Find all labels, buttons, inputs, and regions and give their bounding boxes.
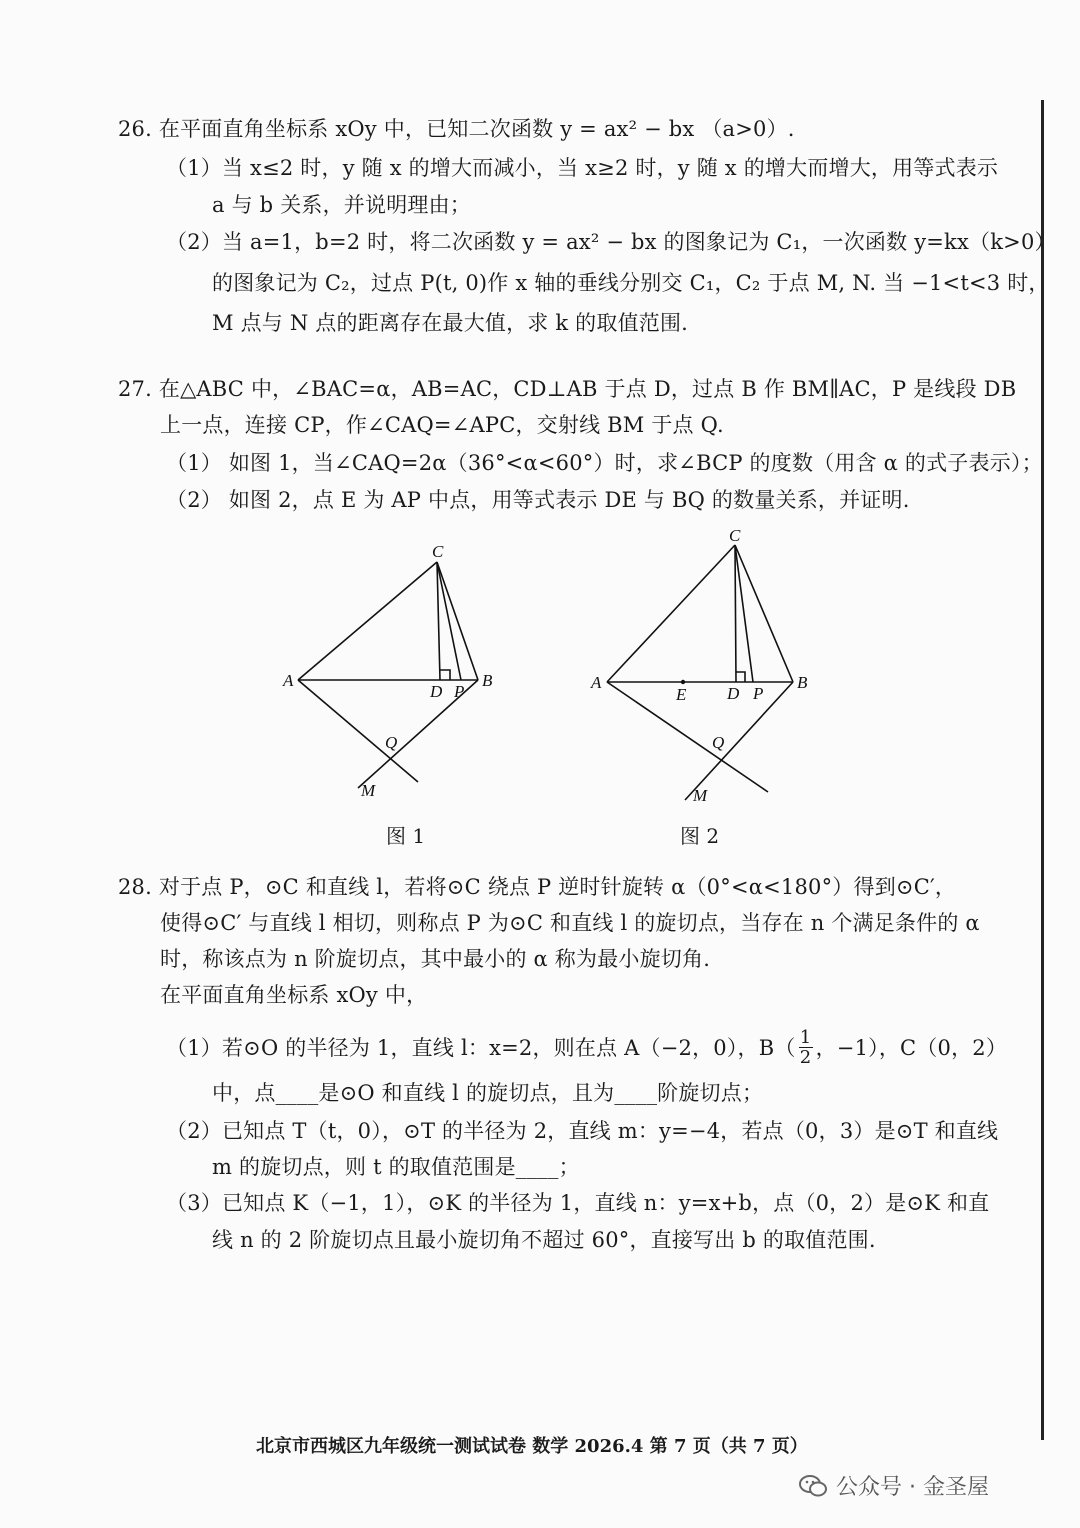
q27-stem-line1: 27. 在△ABC 中，∠BAC=α，AB=AC，CD⊥AB 于点 D，过点 B 作 BM∥AC，P 是线段 DB bbox=[118, 377, 1017, 401]
right-angle-mark bbox=[736, 672, 745, 682]
q28-part1-line1 bbox=[166, 1028, 1007, 1067]
label-d: D bbox=[727, 684, 740, 703]
label-c: C bbox=[729, 526, 741, 545]
label-p: P bbox=[454, 682, 465, 701]
q27-stem-line2: 上一点，连接 CP，作∠CAQ=∠APC，交射线 BM 于点 Q. bbox=[160, 413, 724, 437]
label-a: A bbox=[591, 673, 602, 692]
page-footer: 北京市西城区九年级统一测试试卷 数学 2026.4 第 7 页（共 7 页） bbox=[256, 1436, 808, 1457]
label-p: P bbox=[753, 684, 764, 703]
q28-stem-line4: 在平面直角坐标系 xOy 中， bbox=[160, 983, 428, 1007]
figure-1-caption: 图 1 bbox=[386, 824, 426, 848]
q28-part2-line1: （2）已知点 T（t，0），⊙T 的半径为 2，直线 m：y=−4，若点（0，3）是⊙T 和直线 bbox=[166, 1119, 999, 1143]
segment-ca bbox=[298, 562, 437, 680]
q28-part2-line2: m 的旋切点，则 t 的取值范围是____； bbox=[212, 1155, 580, 1179]
label-q: Q bbox=[712, 733, 725, 752]
q28-part1-text-a: （1）若⊙O 的半径为 1，直线 l：x=2，则在点 A（−2，0），B（ bbox=[166, 1035, 796, 1060]
figure-2-caption: 图 2 bbox=[680, 824, 720, 848]
label-a: A bbox=[283, 671, 294, 690]
label-q: Q bbox=[385, 733, 398, 752]
q27-part2: （2） 如图 2，点 E 为 AP 中点，用等式表示 DE 与 BQ 的数量关系，并证明. bbox=[166, 488, 910, 512]
label-b: B bbox=[482, 671, 493, 690]
segment-cd bbox=[735, 545, 736, 682]
label-c: C bbox=[432, 542, 444, 561]
q26-part1-line1: （1）当 x≤2 时，y 随 x 的增大而减小，当 x≥2 时，y 随 x 的增大而增大，用等式表示 bbox=[166, 156, 999, 180]
q28-stem-line1: 28. 对于点 P，⊙C 和直线 l，若将⊙C 绕点 P 逆时针旋转 α（0°<α<180°）得到⊙C′， bbox=[118, 875, 957, 899]
label-m: M bbox=[361, 781, 376, 800]
segment-aq bbox=[607, 682, 768, 792]
q28-part3-line1: （3）已知点 K（−1，1），⊙K 的半径为 1，直线 n：y=x+b，点（0，2）是⊙K 和直 bbox=[166, 1191, 990, 1215]
label-b: B bbox=[797, 673, 808, 692]
margin-line bbox=[1041, 100, 1044, 1440]
segment-aq bbox=[298, 680, 418, 782]
watermark-text: 公众号 · 金圣屋 bbox=[836, 1475, 989, 1500]
right-angle-mark bbox=[440, 670, 450, 680]
q28-part1-text-b: ，−1），C（0，2） bbox=[815, 1035, 1008, 1060]
q26-stem: 26. 在平面直角坐标系 xOy 中，已知二次函数 y = ax² − bx （a>0）. bbox=[118, 117, 795, 141]
wechat-icon bbox=[798, 1473, 828, 1499]
q26-part1-line2: a 与 b 关系，并说明理由； bbox=[212, 193, 471, 217]
q28-stem-line2: 使得⊙C′ 与直线 l 相切，则称点 P 为⊙C 和直线 l 的旋切点，当存在 n 个满足条件的 α bbox=[160, 911, 980, 935]
watermark bbox=[798, 1470, 989, 1501]
label-m: M bbox=[693, 786, 708, 805]
segment-ca bbox=[607, 545, 735, 682]
label-d: D bbox=[430, 682, 443, 701]
segment-cd bbox=[437, 562, 440, 680]
fraction-numerator: 1 bbox=[799, 1027, 812, 1048]
q26-part2-line2: 的图象记为 C₂，过点 P(t, 0)作 x 轴的垂线分别交 C₁，C₂ 于点 M, N. 当 −1<t<3 时， bbox=[212, 271, 1050, 295]
label-e: E bbox=[676, 685, 687, 704]
figure-2 bbox=[585, 520, 815, 810]
fraction-denominator: 2 bbox=[799, 1047, 812, 1068]
figure-2-diagram bbox=[585, 520, 815, 810]
q27-part1: （1） 如图 1，当∠CAQ=2α（36°<α<60°）时，求∠BCP 的度数（用含 α 的式子表示）； bbox=[166, 451, 1043, 475]
figure-1-diagram bbox=[270, 535, 510, 810]
q28-part3-line2: 线 n 的 2 阶旋切点且最小旋切角不超过 60°，直接写出 b 的取值范围. bbox=[212, 1228, 876, 1252]
q26-part2-line1: （2）当 a=1，b=2 时，将二次函数 y = ax² − bx 的图象记为 C₁，一次函数 y=kx（k>0） bbox=[166, 230, 1056, 254]
figure-1 bbox=[270, 535, 510, 810]
fraction-one-half bbox=[799, 1028, 813, 1067]
q28-stem-line3: 时，称该点为 n 阶旋切点，其中最小的 α 称为最小旋切角. bbox=[160, 947, 711, 971]
q26-part2-line3: M 点与 N 点的距离存在最大值，求 k 的取值范围. bbox=[212, 311, 689, 335]
point-e bbox=[681, 680, 685, 684]
q28-part1-line2: 中，点____是⊙O 和直线 l 的旋切点，且为____阶旋切点； bbox=[212, 1081, 764, 1105]
